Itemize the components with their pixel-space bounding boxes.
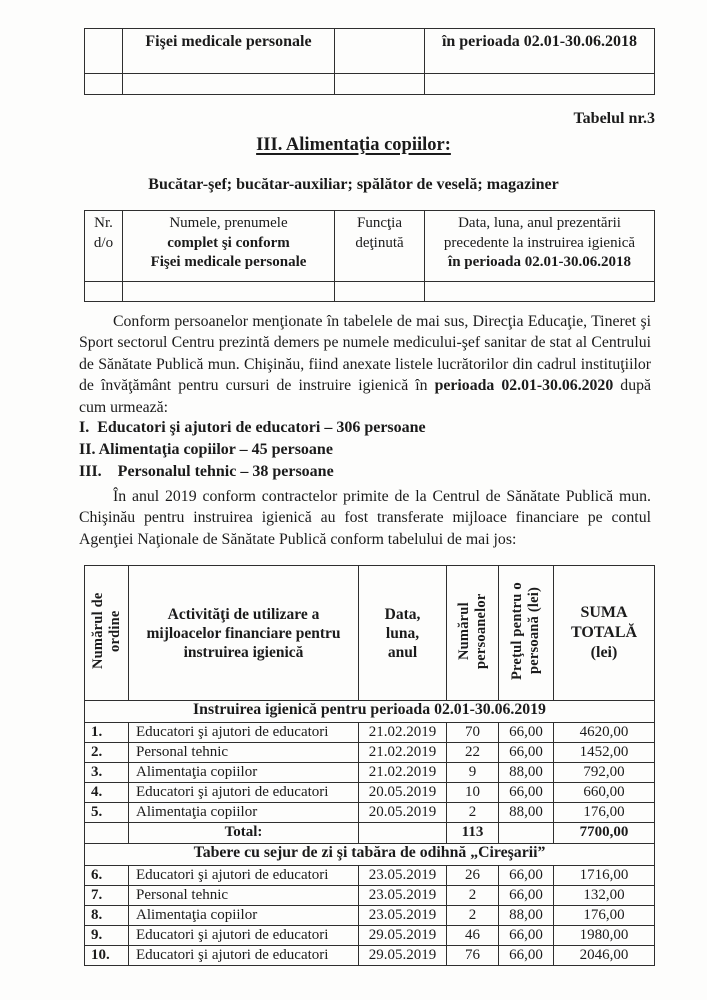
- section-title: Tabere cu sejur de zi şi tabăra de odihnă „Cireşarii”: [85, 844, 655, 866]
- list-item: III. Personalul tehnic – 38 persoane: [79, 463, 334, 480]
- price-cell: 66,00: [499, 926, 554, 946]
- empty-cell: [85, 282, 123, 302]
- sum-cell: 660,00: [554, 783, 655, 803]
- row-number: 4.: [85, 783, 129, 803]
- price-cell: 66,00: [499, 743, 554, 763]
- name-header-cell: Fişei medicale personale: [123, 29, 335, 74]
- empty-cell: [123, 74, 335, 95]
- header-text: SUMA TOTALĂ (lei): [570, 604, 638, 661]
- date-cell: 23.05.2019: [359, 886, 447, 906]
- activity-cell: Educatori şi ajutori de educatori: [129, 723, 359, 743]
- date-cell: 21.02.2019: [359, 743, 447, 763]
- col-header-activity: [129, 566, 359, 701]
- empty-cell: [123, 282, 335, 302]
- section-header-row: [85, 701, 655, 723]
- activity-cell: Educatori şi ajutori de educatori: [129, 926, 359, 946]
- price-cell: 88,00: [499, 906, 554, 926]
- paragraph-text: Conform persoanelor menţionate în tabelele de mai sus, Direcţia Educaţie, Tineret şi Sport sectorul Centru prezintă demers pe numele medicului-şef sanitar de stat al Centrului de Sănătate Publică mun. Chişinău, fiind anexate listele lucrătorilor din cadrul instituţiilor de învăţământ pentru cursuri de instruire igienică în: [79, 313, 651, 395]
- activity-cell: Educatori şi ajutori de educatori: [129, 946, 359, 966]
- table-row: [85, 803, 655, 823]
- total-label: Total:: [129, 823, 359, 844]
- activity-cell: Educatori şi ajutori de educatori: [129, 866, 359, 886]
- empty-cell: [85, 29, 123, 74]
- col-header-sum: [554, 566, 655, 701]
- total-sum: 7700,00: [554, 823, 655, 844]
- row-number: 5.: [85, 803, 129, 823]
- price-cell: 66,00: [499, 886, 554, 906]
- table-row: [85, 763, 655, 783]
- persons-cell: 9: [447, 763, 499, 783]
- col-header-order-number: [85, 566, 129, 701]
- funding-paragraph: În anul 2019 conform contractelor primite de la Centrul de Sănătate Publică mun. Chişinău pentru instruirea igienică au fost transferate mijloace financiare pe contul Agenţiei Naţionale de Sănătate Publică conform tabelului de mai jos:: [79, 488, 651, 548]
- date-cell: 29.05.2019: [359, 946, 447, 966]
- category-list: [79, 417, 651, 483]
- activity-cell: Educatori şi ajutori de educatori: [129, 783, 359, 803]
- empty-cell: [335, 282, 425, 302]
- date-cell: 20.05.2019: [359, 803, 447, 823]
- roster-table: [84, 210, 655, 302]
- roles-subheading: Bucătar-şef; bucătar-auxiliar; spălător de veselă; magaziner: [148, 176, 559, 193]
- sum-cell: 2046,00: [554, 946, 655, 966]
- table-row: [85, 723, 655, 743]
- empty-cell: [335, 29, 425, 74]
- date-cell: 29.05.2019: [359, 926, 447, 946]
- row-number: 1.: [85, 723, 129, 743]
- period-header-cell: în perioada 02.01-30.06.2018: [425, 29, 655, 74]
- empty-cell: [85, 823, 129, 844]
- row-number: 9.: [85, 926, 129, 946]
- activity-cell: Personal tehnic: [129, 886, 359, 906]
- persons-cell: 70: [447, 723, 499, 743]
- price-cell: 66,00: [499, 723, 554, 743]
- col-header-function: [335, 211, 425, 282]
- col-header-date: [425, 211, 655, 282]
- table-row: [85, 926, 655, 946]
- date-cell: 23.05.2019: [359, 866, 447, 886]
- price-cell: 88,00: [499, 763, 554, 783]
- persons-cell: 46: [447, 926, 499, 946]
- date-cell: 23.05.2019: [359, 906, 447, 926]
- persons-cell: 2: [447, 906, 499, 926]
- price-cell: 66,00: [499, 783, 554, 803]
- price-cell: 88,00: [499, 803, 554, 823]
- date-cell: 20.05.2019: [359, 783, 447, 803]
- activity-cell: Alimentaţia copiilor: [129, 763, 359, 783]
- total-row: [85, 823, 655, 844]
- header-text: Activităţi de utilizare a mijloacelor financiare pentru instruirea igienică: [146, 605, 341, 661]
- header-line: d/o: [93, 234, 114, 251]
- paragraph-text: după cum urmează:: [79, 377, 651, 416]
- empty-cell: [85, 74, 123, 95]
- date-cell: 21.02.2019: [359, 763, 447, 783]
- sum-cell: 1716,00: [554, 866, 655, 886]
- table-number-label: Tabelul nr.3: [573, 110, 655, 127]
- finance-table: [84, 565, 655, 966]
- table-row: [85, 866, 655, 886]
- row-number: 8.: [85, 906, 129, 926]
- persons-cell: 2: [447, 803, 499, 823]
- sum-cell: 176,00: [554, 803, 655, 823]
- header-line: deţinută: [355, 234, 404, 251]
- top-table-fragment: [84, 28, 655, 95]
- header-line: precedente la instruirea igienică: [443, 234, 636, 251]
- list-item: II. Alimentaţia copiilor – 45 persoane: [79, 441, 333, 458]
- intro-paragraph: [79, 311, 651, 418]
- empty-cell: [499, 823, 554, 844]
- col-header-price: [499, 566, 554, 701]
- sum-cell: 1452,00: [554, 743, 655, 763]
- col-header-persons: [447, 566, 499, 701]
- header-line: Funcţia: [357, 215, 402, 231]
- row-number: 7.: [85, 886, 129, 906]
- row-number: 2.: [85, 743, 129, 763]
- empty-cell: [335, 74, 425, 95]
- sum-cell: 1980,00: [554, 926, 655, 946]
- list-item: I. Educatori şi ajutori de educatori – 306 persoane: [79, 419, 426, 436]
- activity-cell: Alimentaţia copiilor: [129, 803, 359, 823]
- rotated-header-text: Numărul persoanelor: [455, 592, 489, 669]
- table-row: [85, 886, 655, 906]
- rotated-header-text: Numărul de ordine: [89, 592, 123, 669]
- table-row: [85, 282, 655, 302]
- table-row: [85, 906, 655, 926]
- sum-cell: 792,00: [554, 763, 655, 783]
- empty-cell: [359, 823, 447, 844]
- sum-cell: 4620,00: [554, 723, 655, 743]
- section-title: Instruirea igienică pentru perioada 02.01-30.06.2019: [85, 701, 655, 723]
- bold-period-text: perioada 02.01-30.06.2020: [434, 377, 614, 395]
- table-row: [85, 743, 655, 763]
- empty-cell: [425, 282, 655, 302]
- persons-cell: 10: [447, 783, 499, 803]
- row-number: 6.: [85, 866, 129, 886]
- finance-header-row: [85, 566, 655, 701]
- table-row: [85, 783, 655, 803]
- price-cell: 66,00: [499, 866, 554, 886]
- activity-cell: Alimentaţia copiilor: [129, 906, 359, 926]
- persons-cell: 76: [447, 946, 499, 966]
- row-number: 3.: [85, 763, 129, 783]
- header-line: Fişei medicale personale: [150, 254, 307, 270]
- table-row: [85, 946, 655, 966]
- header-line: Nr.: [94, 215, 113, 231]
- table-header-row: [85, 211, 655, 282]
- sum-cell: 132,00: [554, 886, 655, 906]
- col-header-name: [123, 211, 335, 282]
- header-line: Numele, prenumele: [169, 215, 288, 231]
- total-persons: 113: [447, 823, 499, 844]
- header-line: Data, luna, anul prezentării: [458, 215, 621, 231]
- header-line: în perioada 02.01-30.06.2018: [448, 254, 631, 270]
- col-header-nr: [85, 211, 123, 282]
- section-heading: III. Alimentaţia copiilor:: [256, 135, 451, 155]
- activity-cell: Personal tehnic: [129, 743, 359, 763]
- table-row: [85, 29, 655, 74]
- persons-cell: 26: [447, 866, 499, 886]
- rotated-header-text: Preţul pentru o persoană (lei): [509, 581, 542, 680]
- persons-cell: 2: [447, 886, 499, 906]
- header-line: complet şi conform: [167, 234, 290, 251]
- price-cell: 66,00: [499, 946, 554, 966]
- persons-cell: 22: [447, 743, 499, 763]
- sum-cell: 176,00: [554, 906, 655, 926]
- empty-cell: [425, 74, 655, 95]
- date-cell: 21.02.2019: [359, 723, 447, 743]
- col-header-date: [359, 566, 447, 701]
- header-text: Data, luna, anul: [384, 605, 421, 661]
- section-header-row: [85, 844, 655, 866]
- table-row: [85, 74, 655, 95]
- row-number: 10.: [85, 946, 129, 966]
